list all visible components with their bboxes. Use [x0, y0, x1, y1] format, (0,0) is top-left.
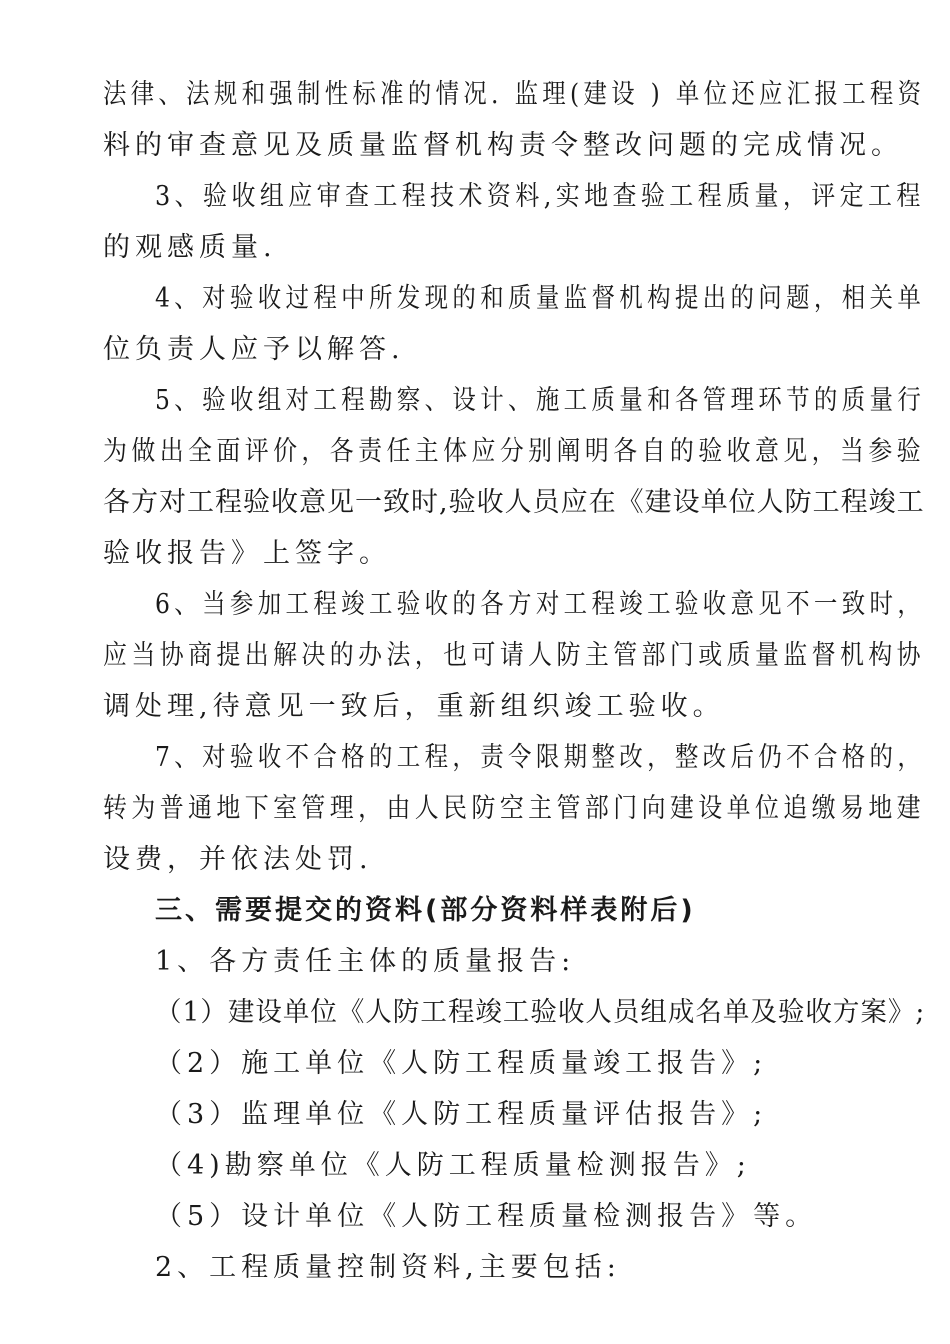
text-line-12: 应当协商提出解决的办法，也可请人防主管部门或质量监督机构协: [103, 640, 926, 671]
list-item-1: （1）建设单位《人防工程竣工验收人员组成名单及验收方案》;: [155, 997, 926, 1028]
text-line-24: 2、工程质量控制资料,主要包括:: [155, 1252, 621, 1283]
text-line-3: 3、验收组应审查工程技术资料,实地查验工程质量，评定工程: [155, 181, 925, 212]
text-line-4: 的观感质量.: [103, 232, 277, 263]
text-line-11: 6、当参加工程竣工验收的各方对工程竣工验收意见不一致时，: [155, 589, 926, 620]
list-item-2: （2）施工单位《人防工程质量竣工报告》;: [155, 1048, 768, 1079]
text-line-5: 4、对验收过程中所发现的和质量监督机构提出的问题，相关单: [155, 283, 926, 314]
text-line-15: 转为普通地下室管理，由人民防空主管部门向建设单位追缴易地建: [103, 793, 926, 824]
text-line-8: 为做出全面评价，各责任主体应分别阐明各自的验收意见，当参验: [103, 436, 926, 467]
text-line-6: 位负责人应予以解答.: [103, 334, 405, 365]
text-line-10: 验收报告》上签字。: [103, 538, 391, 569]
text-line-13: 调处理,待意见一致后，重新组织竣工验收。: [103, 691, 725, 722]
text-line-16: 设费，并依法处罚.: [103, 844, 373, 875]
text-line-7: 5、验收组对工程勘察、设计、施工质量和各管理环节的质量行: [155, 385, 926, 416]
text-line-9: 各方对工程验收意见一致时,验收人员应在《建设单位人防工程竣工: [103, 487, 925, 518]
text-line-14: 7、对验收不合格的工程，责令限期整改，整改后仍不合格的，: [155, 742, 926, 773]
list-item-3: （3）监理单位《人防工程质量评估报告》;: [155, 1099, 768, 1130]
text-line-1: 法律、法规和强制性标准的情况. 监理(建设 ) 单位还应汇报工程资: [103, 79, 926, 110]
section-heading: 三、需要提交的资料(部分资料样表附后): [155, 895, 696, 926]
text-line-18: 1、各方责任主体的质量报告:: [155, 946, 576, 977]
list-item-4: （4)勘察单位《人防工程质量检测报告》;: [155, 1150, 751, 1181]
text-line-2: 料的审查意见及质量监督机构责令整改问题的完成情况。: [103, 130, 903, 161]
list-item-5: （5）设计单位《人防工程质量检测报告》等。: [155, 1201, 818, 1232]
